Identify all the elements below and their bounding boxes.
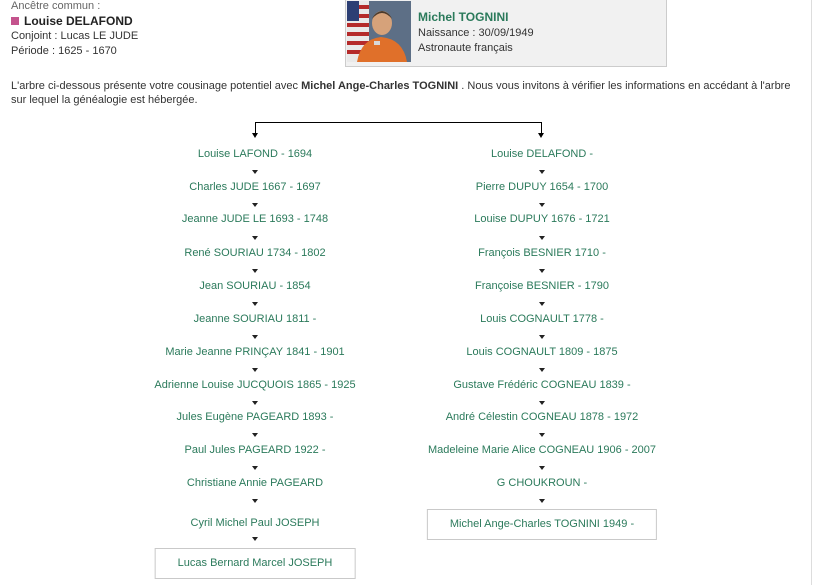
tree-node-right[interactable]: Louis COGNAULT 1778 - [480, 313, 604, 325]
arrow-down-icon [252, 433, 258, 437]
arrow-down-icon [252, 537, 258, 541]
arrow-down-icon [538, 133, 544, 138]
intro-after: . Nous vous invitons à vérifier les informations en accédant à l'arbre sur lequel la généalogie est hébergée. [11, 80, 791, 106]
person-photo[interactable] [347, 1, 411, 62]
arrow-down-icon [252, 170, 258, 174]
person-description: Astronaute français [418, 42, 513, 54]
person-name-link[interactable]: Michel TOGNINI [418, 10, 509, 24]
arrow-down-icon [539, 203, 545, 207]
tree-node-left[interactable]: Paul Jules PAGEARD 1922 - [184, 444, 326, 456]
right-border [811, 0, 812, 585]
tree-node-left[interactable]: Marie Jeanne PRINÇAY 1841 - 1901 [165, 346, 345, 358]
birth-date: 30/09/1949 [478, 27, 534, 39]
tree-node-left[interactable]: Jules Eugène PAGEARD 1893 - [176, 411, 334, 423]
tree-node-right[interactable]: François BESNIER 1710 - [478, 247, 606, 259]
arrow-down-icon [539, 269, 545, 273]
tree-node-left[interactable]: René SOURIAU 1734 - 1802 [184, 247, 326, 259]
person-birth [418, 27, 534, 39]
astronaut-photo-icon [347, 1, 411, 62]
tree-node-right[interactable]: André Célestin COGNEAU 1878 - 1972 [445, 411, 639, 423]
tree-node-left[interactable]: Louise LAFOND - 1694 [197, 148, 313, 160]
arrow-down-icon [252, 499, 258, 503]
tree-node-right[interactable]: G CHOUKROUN - [496, 477, 588, 489]
arrow-down-icon [252, 335, 258, 339]
ancestor-name-text: Louise DELAFOND [24, 14, 133, 28]
tree-node-left[interactable]: Jeanne SOURIAU 1811 - [193, 313, 317, 325]
tree-node-left[interactable]: Jeanne JUDE LE 1693 - 1748 [181, 213, 329, 225]
ancestor-spouse: Conjoint : Lucas LE JUDE [11, 30, 139, 42]
tree-node-right-final[interactable]: Michel Ange-Charles TOGNINI 1949 - [427, 509, 657, 540]
arrow-down-icon [539, 302, 545, 306]
tree-node-right[interactable]: Madeleine Marie Alice COGNEAU 1906 - 2007 [427, 444, 657, 456]
arrow-down-icon [539, 433, 545, 437]
arrow-down-icon [252, 203, 258, 207]
arrow-down-icon [252, 133, 258, 138]
tree-node-right[interactable]: Louise DELAFOND - [490, 148, 594, 160]
arrow-down-icon [539, 170, 545, 174]
tree-node-left[interactable]: Christiane Annie PAGEARD [186, 477, 324, 489]
tree-root-connector [255, 122, 542, 123]
ancestor-period: Période : 1625 - 1670 [11, 45, 117, 57]
ancestor-name [11, 14, 133, 28]
birth-label: Naissance : [418, 27, 479, 39]
arrow-down-icon [252, 302, 258, 306]
tree-node-left[interactable]: Charles JUDE 1667 - 1697 [189, 181, 321, 193]
arrow-down-icon [539, 368, 545, 372]
arrow-down-icon [252, 236, 258, 240]
tree-node-right[interactable]: Pierre DUPUY 1654 - 1700 [475, 181, 609, 193]
arrow-down-icon [539, 499, 545, 503]
tree-node-right[interactable]: Françoise BESNIER - 1790 [475, 280, 609, 292]
tree-node-right[interactable]: Gustave Frédéric COGNEAU 1839 - [453, 379, 631, 391]
square-icon [11, 17, 19, 25]
tree-node-right[interactable]: Louise DUPUY 1676 - 1721 [474, 213, 610, 225]
intro-text [11, 79, 806, 107]
arrow-down-icon [252, 368, 258, 372]
tree-node-right[interactable]: Louis COGNAULT 1809 - 1875 [466, 346, 618, 358]
tree-node-left[interactable]: Adrienne Louise JUCQUOIS 1865 - 1925 [154, 379, 356, 391]
arrow-down-icon [252, 466, 258, 470]
arrow-down-icon [252, 269, 258, 273]
arrow-down-icon [539, 335, 545, 339]
tree-node-left[interactable]: Cyril Michel Paul JOSEPH [190, 517, 320, 529]
person-card[interactable] [345, 0, 667, 67]
arrow-down-icon [539, 236, 545, 240]
intro-highlight: Michel Ange-Charles TOGNINI [301, 80, 459, 92]
intro-before: L'arbre ci-dessous présente votre cousinage potentiel avec [11, 80, 302, 92]
arrow-down-icon [539, 466, 545, 470]
tree-node-left[interactable]: Jean SOURIAU - 1854 [199, 280, 311, 292]
ancestor-label: Ancêtre commun : [11, 0, 101, 12]
tree-node-left-final[interactable]: Lucas Bernard Marcel JOSEPH [155, 548, 356, 579]
arrow-down-icon [539, 401, 545, 405]
arrow-down-icon [252, 401, 258, 405]
